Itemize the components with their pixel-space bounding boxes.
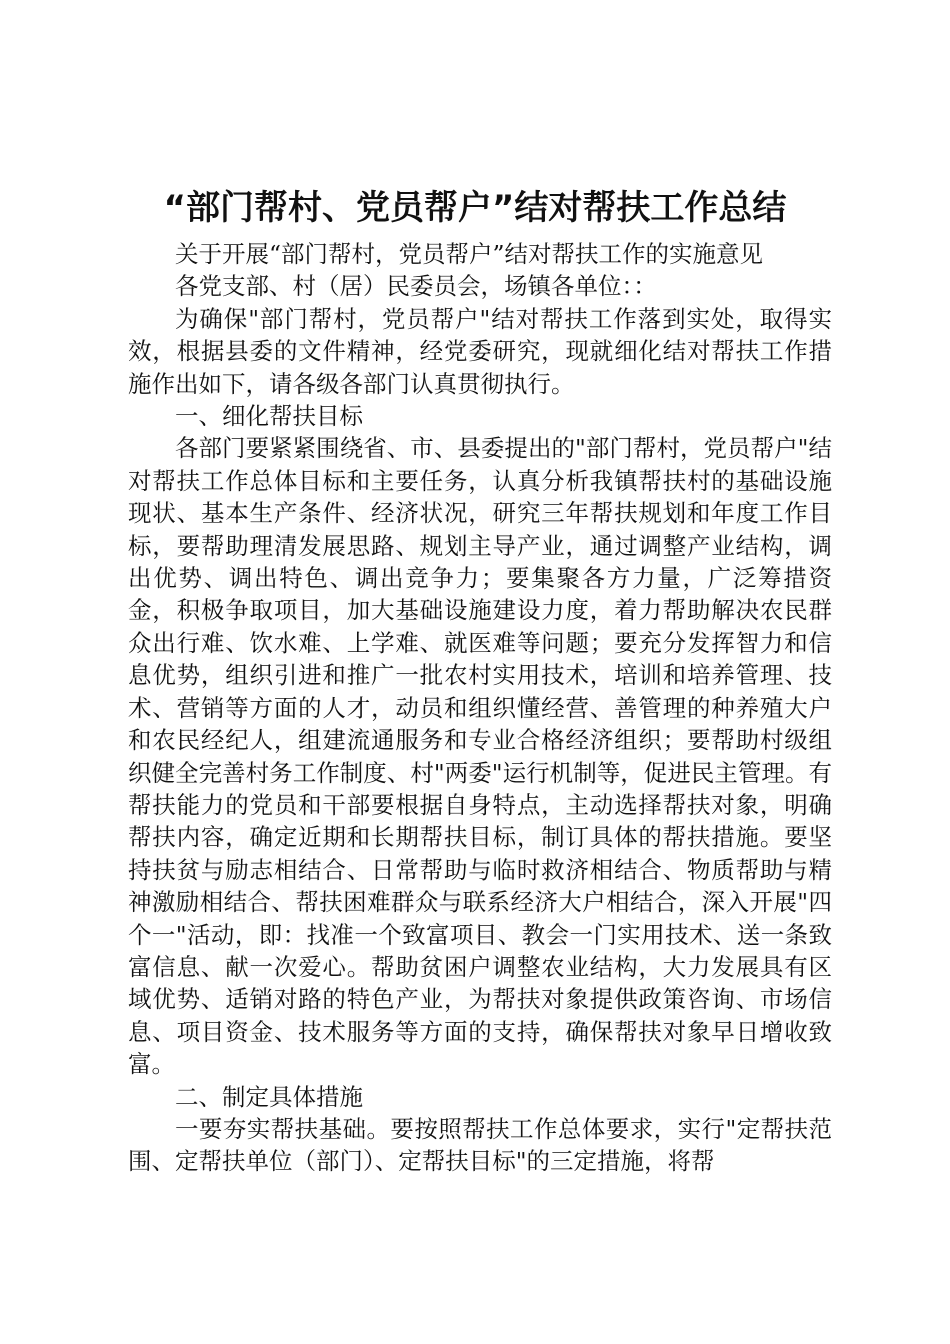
salutation: 各党支部、村（居）民委员会，场镇各单位：： <box>175 272 657 301</box>
section-heading-2: 二、制定具体措施 <box>175 1082 363 1111</box>
section-body-2: 一要夯实帮扶基础。要按照帮扶工作总体要求，实行"定帮扶范围、定帮扶单位（部门）、定帮扶目标"的三定措施，将帮 <box>128 1114 832 1176</box>
document-title: “部门帮村、党员帮户”结对帮扶工作总结 <box>163 188 787 228</box>
section-body-1: 各部门要紧紧围绕省、市、县委提出的"部门帮村，党员帮户"结对帮扶工作总体目标和主要任务，认真分析我镇帮扶村的基础设施现状、基本生产条件、经济状况，研究三年帮扶规划和年度工作目标，要帮助理清发展思路、规划主导产业，通过调整产业结构，调出优势、调出特色、调出竞争力；要集聚各方力量，广泛筹措资金，积极争取项目，加大基础设施建设力度，着力帮助解决农民群众出行难、饮水难、上学难、就医难等问题；要充分发挥智力和信息优势，组织引进和推广一批农村实用技术，培训和培养管理、技术、营销等方面的人才，动员和组织懂经营、善管理的种养殖大户和农民经纪人，组建流通服务和专业合格经济组织；要帮助村级组织健全完善村务工作制度、村"两委"运行机制等，促进民主管理。有帮扶能力的党员和干部要根据自身特点，主动选择帮扶对象，明确帮扶内容，确定近期和长期帮扶目标，制订具体的帮扶措施。要坚持扶贫与励志相结合、日常帮助与临时救济相结合、物质帮助与精神激励相结合、帮扶困难群众与联系经济大户相结合，深入开展"四个一"活动，即：找准一个致富项目、教会一门实用技术、送一条致富信息、献一次爱心。帮助贫困户调整农业结构，大力发展具有区域优势、适销对路的特色产业，为帮扶对象提供政策咨询、市场信息、项目资金、技术服务等方面的支持，确保帮扶对象早日增收致富。 <box>128 434 832 1079</box>
document-page <box>128 178 832 1178</box>
intro-paragraph: 为确保"部门帮村，党员帮户"结对帮扶工作落到实处，取得实效，根据县委的文件精神，经党委研究，现就细化结对帮扶工作措施作出如下，请各级各部门认真贯彻执行。 <box>128 304 832 398</box>
section-heading-1: 一、细化帮扶目标 <box>175 402 363 431</box>
document-subtitle: 关于开展“部门帮村，党员帮户”结对帮扶工作的实施意见 <box>175 240 764 268</box>
